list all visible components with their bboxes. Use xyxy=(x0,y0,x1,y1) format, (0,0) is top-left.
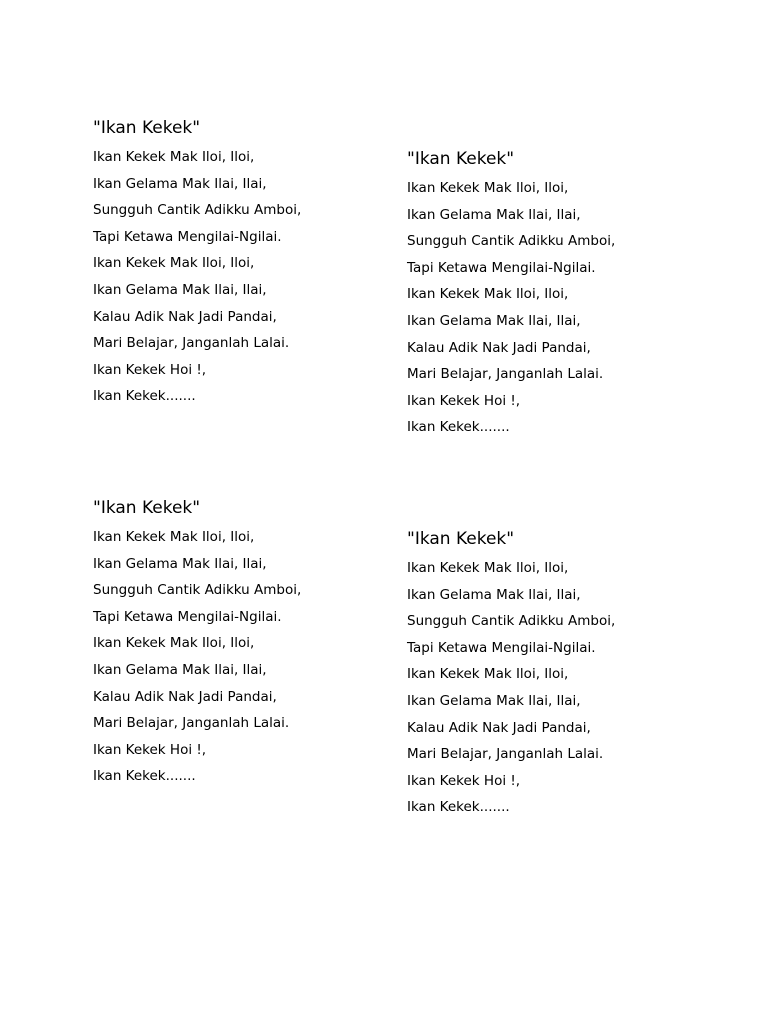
poem-line: Ikan Kekek Mak Iloi, Iloi, xyxy=(93,529,255,545)
poem-line: Ikan Kekek Mak Iloi, Iloi, xyxy=(93,635,255,652)
poem-line: Ikan Gelama Mak Ilai, Ilai, xyxy=(93,175,267,192)
poem-lines xyxy=(407,175,727,441)
poem-line: Ikan Gelama Mak Ilai, Ilai, xyxy=(407,692,581,709)
poem-line: Ikan Kekek Hoi !, xyxy=(93,361,207,378)
poem-line: Sungguh Cantik Adikku Amboi, xyxy=(407,233,616,250)
poem-block xyxy=(93,498,413,790)
poem-line: Kalau Adik Nak Jadi Pandai, xyxy=(407,339,591,356)
poem-lines xyxy=(93,524,413,790)
poem-title: "Ikan Kekek" xyxy=(407,149,515,169)
poem-line: Ikan Kekek Mak Iloi, Iloi, xyxy=(407,560,569,576)
poem-line: Ikan Gelama Mak Ilai, Ilai, xyxy=(93,555,267,572)
poem-line: Kalau Adik Nak Jadi Pandai, xyxy=(93,688,277,705)
poem-line: Ikan Gelama Mak Ilai, Ilai, xyxy=(93,281,267,298)
poem-line: Mari Belajar, Janganlah Lalai. xyxy=(407,366,604,383)
poem-line: Tapi Ketawa Mengilai-Ngilai. xyxy=(407,639,596,656)
poem-line: Ikan Gelama Mak Ilai, Ilai, xyxy=(407,312,581,329)
poem-line: Tapi Ketawa Mengilai-Ngilai. xyxy=(93,228,282,245)
poem-line: Ikan Kekek Hoi !, xyxy=(407,392,521,409)
poem-line: Ikan Kekek Hoi !, xyxy=(407,772,521,789)
poem-title: "Ikan Kekek" xyxy=(407,529,515,549)
poem-line: Sungguh Cantik Adikku Amboi, xyxy=(93,582,302,599)
poem-lines xyxy=(407,555,727,821)
poem-line: Ikan Kekek....... xyxy=(93,768,196,785)
poem-line: Ikan Kekek Mak Iloi, Iloi, xyxy=(93,149,255,165)
poem-title: "Ikan Kekek" xyxy=(93,118,201,138)
poem-line: Tapi Ketawa Mengilai-Ngilai. xyxy=(407,259,596,276)
poem-line: Ikan Kekek Mak Iloi, Iloi, xyxy=(407,286,569,303)
poem-line: Tapi Ketawa Mengilai-Ngilai. xyxy=(93,608,282,625)
poem-line: Mari Belajar, Janganlah Lalai. xyxy=(93,335,290,352)
poem-title: "Ikan Kekek" xyxy=(93,498,201,518)
poem-line: Ikan Kekek Hoi !, xyxy=(93,741,207,758)
poem-line: Ikan Gelama Mak Ilai, Ilai, xyxy=(407,206,581,223)
poem-line: Ikan Gelama Mak Ilai, Ilai, xyxy=(407,586,581,603)
poem-line: Ikan Kekek Mak Iloi, Iloi, xyxy=(407,666,569,683)
poem-line: Mari Belajar, Janganlah Lalai. xyxy=(407,746,604,763)
poem-line: Sungguh Cantik Adikku Amboi, xyxy=(407,613,616,630)
poem-line: Ikan Kekek Mak Iloi, Iloi, xyxy=(93,255,255,272)
poem-block xyxy=(407,529,727,821)
poem-line: Ikan Kekek....... xyxy=(407,419,510,436)
poem-line: Ikan Kekek....... xyxy=(93,388,196,405)
poem-block xyxy=(407,149,727,441)
poem-line: Kalau Adik Nak Jadi Pandai, xyxy=(407,719,591,736)
poem-block xyxy=(93,118,413,410)
poem-line: Ikan Kekek....... xyxy=(407,799,510,816)
poem-line: Ikan Gelama Mak Ilai, Ilai, xyxy=(93,661,267,678)
poem-line: Kalau Adik Nak Jadi Pandai, xyxy=(93,308,277,325)
poem-line: Ikan Kekek Mak Iloi, Iloi, xyxy=(407,180,569,196)
poem-line: Mari Belajar, Janganlah Lalai. xyxy=(93,715,290,732)
poem-lines xyxy=(93,144,413,410)
poem-line: Sungguh Cantik Adikku Amboi, xyxy=(93,202,302,219)
